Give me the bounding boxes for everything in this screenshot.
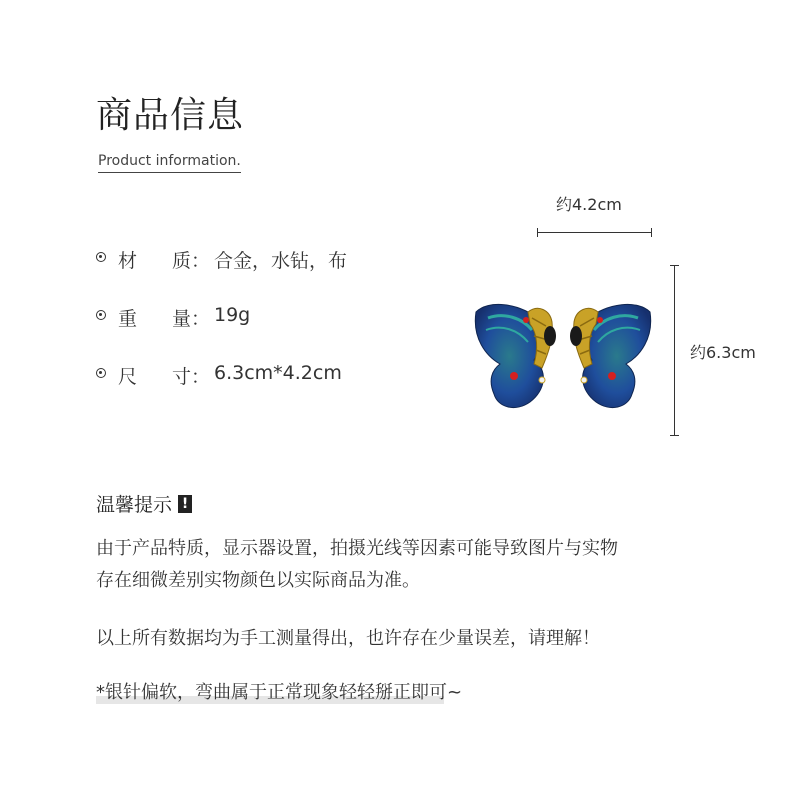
bullet-icon — [96, 310, 106, 320]
notice-heading — [96, 490, 192, 517]
page-subtitle: Product information. — [98, 152, 241, 173]
spec-label-first: 重 — [118, 308, 138, 330]
spec-label-second: 寸： — [172, 366, 211, 388]
page-title: 商品信息 — [96, 95, 245, 136]
spec-label-first: 材 — [118, 250, 138, 272]
left-earring — [475, 304, 556, 407]
spec-label-second: 量： — [172, 308, 211, 330]
height-dimension-line — [674, 265, 675, 436]
notice-line-4: *银针偏软，弯曲属于正常现象轻轻掰正即可~ — [96, 682, 463, 703]
butterfly-earrings-image — [468, 290, 658, 420]
spec-value: 19g — [214, 304, 251, 326]
height-dimension-label: 约6.3cm — [690, 343, 756, 362]
spec-label-second: 质： — [172, 250, 211, 272]
spec-value: 6.3cm*4.2cm — [214, 362, 342, 384]
width-dimension-line — [537, 232, 652, 233]
exclamation-icon: ! — [178, 495, 192, 513]
notice-line-2: 存在细微差别实物颜色以实际商品为准。 — [96, 570, 420, 591]
bullet-icon — [96, 368, 106, 378]
bullet-icon — [96, 252, 106, 262]
right-earring — [570, 304, 651, 407]
notice-title-text: 温馨提示 — [96, 494, 173, 516]
width-dimension-label: 约4.2cm — [556, 195, 622, 214]
spec-label-first: 尺 — [118, 366, 138, 388]
spec-value: 合金，水钻，布 — [214, 250, 348, 272]
notice-line-1: 由于产品特质，显示器设置，拍摄光线等因素可能导致图片与实物 — [96, 538, 618, 559]
notice-line-3: 以上所有数据均为手工测量得出，也许存在少量误差，请理解！ — [96, 628, 600, 649]
